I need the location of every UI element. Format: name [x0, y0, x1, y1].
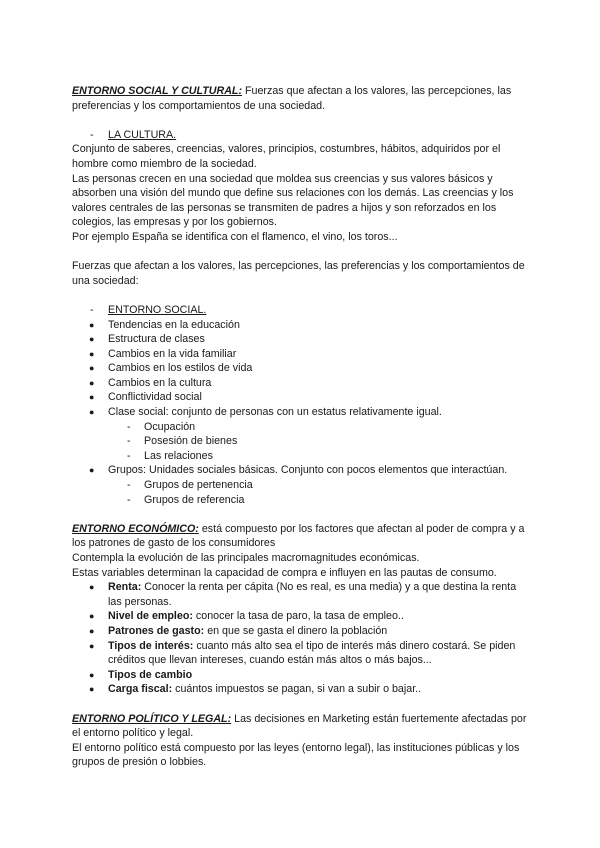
list-item-clase-social: [72, 405, 528, 420]
bullet-icon: ●: [89, 377, 95, 388]
bullet-icon: ●: [89, 363, 95, 374]
sublist-item: [72, 434, 528, 449]
list-item-text: Clase social: conjunto de personas con un estatus relativamente igual.: [108, 406, 442, 419]
bullet-icon: ●: [89, 334, 95, 345]
politico-intro: Las decisiones en Marketing están fuertemente afectadas por el entorno político y legal.: [72, 712, 527, 740]
economico-intro: está compuesto por los factores que afectan al poder de compra y a los patrones de gasto de los consumidores: [72, 522, 525, 550]
dash-marker: -: [90, 303, 94, 316]
list-item-text: conocer la tasa de paro, la tasa de empleo..: [195, 610, 404, 623]
list-item: [72, 318, 528, 333]
dash-marker: -: [127, 479, 131, 492]
dash-marker: -: [127, 420, 131, 433]
social-heading: ENTORNO SOCIAL Y CULTURAL:: [72, 85, 243, 97]
list-item: [72, 361, 528, 376]
bullet-icon: ●: [89, 625, 95, 636]
bullet-icon: ●: [89, 465, 95, 476]
list-item-text: Grupos: Unidades sociales básicas. Conjunto con pocos elementos que interactúan.: [108, 464, 508, 477]
economico-intro-paragraph: [72, 522, 528, 551]
social-intro: Fuerzas que afectan a los valores, las percepciones, las preferencias y los comportamientos de una sociedad.: [72, 85, 512, 112]
cultura-definition: Conjunto de saberes, creencias, valores, principios, costumbres, hábitos, adquiridos por el hombre como miembro de la sociedad.: [72, 143, 501, 170]
list-item-term: Renta:: [108, 581, 142, 594]
list-item-text: Cambios en los estilos de vida: [108, 362, 253, 375]
clase-social-sublist: [72, 420, 528, 464]
list-item-term: Carga fiscal:: [108, 683, 173, 696]
list-item: [72, 668, 528, 683]
list-item-grupos: [72, 463, 528, 478]
grupos-sublist: [72, 478, 528, 507]
sublist-item: [72, 493, 528, 508]
dash-marker: -: [90, 128, 94, 141]
sublist-item-text: Ocupación: [144, 420, 196, 433]
social-intro-paragraph: [72, 84, 528, 113]
document-page: [72, 84, 528, 770]
list-item-text: cuanto más alto sea el tipo de interés más dinero costará. Se piden créditos que llevan intereses, cuando están más altos o más bajos...: [108, 639, 516, 667]
bullet-icon: ●: [89, 392, 95, 403]
bullet-icon: ●: [89, 319, 95, 330]
entorno-social-title-item: [72, 303, 528, 318]
list-item-text: cuántos impuestos se pagan, si van a subir o bajar..: [175, 683, 422, 696]
list-item: [72, 390, 528, 405]
list-item-term: Tipos de interés:: [108, 639, 194, 652]
economico-line2: Contempla la evolución de las principales macromagnitudes económicas.: [72, 552, 420, 564]
sublist-item: [72, 420, 528, 435]
economico-heading: ENTORNO ECONÓMICO:: [72, 522, 199, 535]
list-item: [72, 682, 528, 697]
economico-line3: Estas variables determinan la capacidad de compra e influyen en las pautas de consumo.: [72, 566, 497, 579]
sublist-item: [72, 478, 528, 493]
politico-heading: ENTORNO POLÍTICO Y LEGAL:: [72, 712, 232, 725]
list-item-text: Conocer la renta per cápita (No es real, es una media) y a que destina la renta las personas.: [108, 581, 517, 608]
cultura-example: Por ejemplo España se identifica con el flamenco, el vino, los toros...: [72, 230, 398, 243]
list-item: [72, 580, 528, 609]
bullet-icon: ●: [89, 582, 95, 593]
sublist-item: [72, 449, 528, 464]
politico-intro-paragraph: [72, 712, 528, 741]
grupos-list: [72, 463, 528, 478]
sublist-item-text: Posesión de bienes: [144, 435, 238, 448]
bullet-icon: ●: [89, 684, 95, 695]
economico-list: [72, 580, 528, 697]
bullet-icon: ●: [89, 348, 95, 359]
list-item-term: Tipos de cambio: [108, 668, 193, 681]
list-item: [72, 609, 528, 624]
bullet-icon: ●: [89, 669, 95, 680]
list-item-text: Cambios en la vida familiar: [108, 347, 237, 360]
list-item-text: Estructura de clases: [108, 333, 205, 346]
dash-marker: -: [127, 493, 131, 506]
dash-marker: -: [127, 449, 131, 462]
sublist-item-text: Grupos de referencia: [144, 493, 245, 506]
bullet-icon: ●: [89, 407, 95, 418]
list-item: [72, 376, 528, 391]
social-list: [72, 318, 528, 420]
cultura-title: LA CULTURA.: [108, 128, 177, 141]
fuerzas-paragraph: Fuerzas que afectan a los valores, las percepciones, las preferencias y los comportamientos de una sociedad:: [72, 260, 525, 287]
dash-marker: -: [127, 435, 131, 448]
list-item: [72, 332, 528, 347]
bullet-icon: ●: [89, 640, 95, 651]
sublist-item-text: Grupos de pertenencia: [144, 479, 253, 492]
list-item: [72, 347, 528, 362]
sublist-item-text: Las relaciones: [144, 449, 213, 462]
list-item-term: Patrones de gasto:: [108, 624, 205, 637]
cultura-paragraph: Las personas crecen en una sociedad que moldea sus creencias y sus valores básicos y absorben una visión del mundo que define sus relaciones con los demás. Las creencias y los valores centrales de las personas se transmiten de padres a hijos y son reforzados en los colegios, las empresas y por los gobiernos.: [72, 172, 514, 229]
list-item-text: Conflictividad social: [108, 391, 202, 404]
list-item-term: Nivel de empleo:: [108, 610, 193, 623]
politico-line2: El entorno político está compuesto por las leyes (entorno legal), las instituciones públicas y los grupos de presión o lobbies.: [72, 741, 520, 769]
list-item-text: Cambios en la cultura: [108, 376, 212, 389]
list-item-text: en que se gasta el dinero la población: [207, 624, 388, 637]
list-item: [72, 639, 528, 668]
entorno-social-title: ENTORNO SOCIAL.: [108, 303, 207, 316]
list-item-text: Tendencias en la educación: [108, 318, 240, 331]
bullet-icon: ●: [89, 611, 95, 622]
list-item: [72, 624, 528, 639]
cultura-title-item: [72, 128, 528, 143]
